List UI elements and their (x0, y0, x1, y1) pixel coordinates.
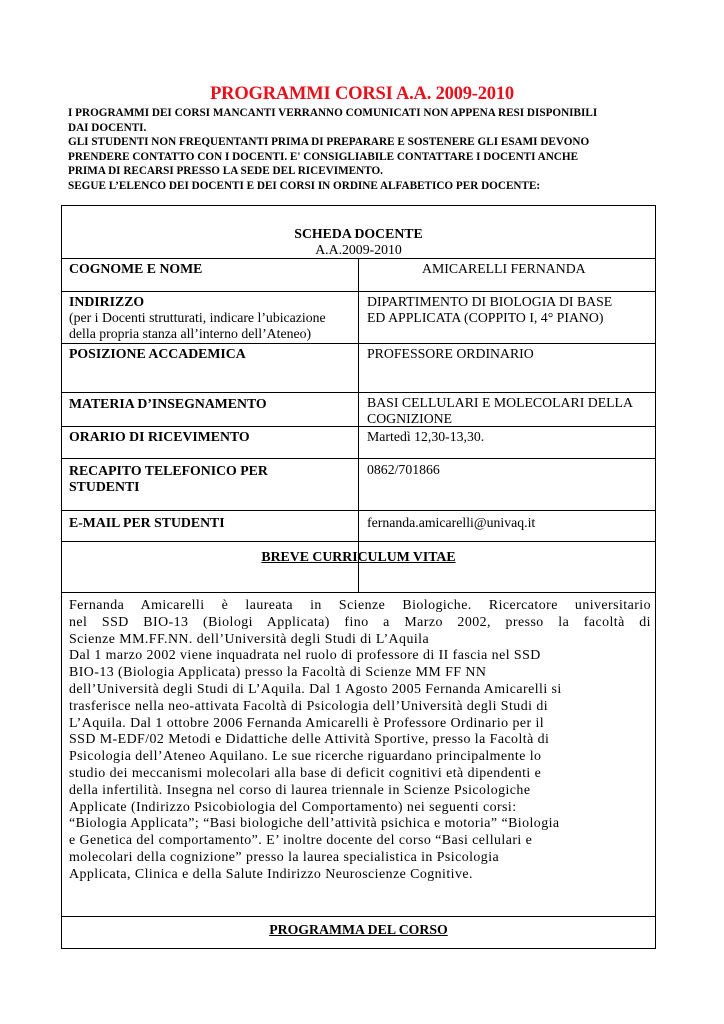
value-posizione: PROFESSORE ORDINARIO (367, 346, 534, 361)
curriculum-line: studio dei meccanismi molecolari alla base di deficit cognitivi età dipendenti e (69, 765, 542, 781)
value-materia: BASI CELLULARI E MOLECOLARI DELLA (367, 395, 633, 410)
label-telefono: RECAPITO TELEFONICO PER (69, 463, 268, 478)
programma-heading: PROGRAMMA DEL CORSO (269, 922, 448, 937)
curriculum-line: dell’Università degli Studi di L’Aquila. Dal 1 Agosto 2005 Fernanda Amicarelli si (69, 681, 562, 697)
value-orario: Martedì 12,30-13,30. (367, 429, 485, 444)
sublabel-indirizzo: della propria stanza all’interno dell’Ateneo) (69, 326, 312, 341)
curriculum-heading: BREVE CURRICULUM VITAE (261, 549, 456, 564)
row-divider (62, 916, 655, 917)
page-title: PROGRAMMI CORSI A.A. 2009-2010 (210, 84, 514, 104)
scheda-year: A.A.2009-2010 (315, 242, 402, 257)
scheda-docente-frame (61, 205, 656, 949)
column-divider (358, 258, 359, 592)
row-divider (62, 592, 655, 593)
note-line: PRENDERE CONTATTO CON I DOCENTI. E' CONSIGLIABILE CONTATTARE I DOCENTI ANCHE (68, 150, 579, 163)
curriculum-line: Applicata, Clinica e della Salute Indirizzo Neuroscienze Cognitive. (69, 866, 473, 882)
curriculum-line: molecolari della cognizione” presso la laurea specialistica in Psicologia (69, 849, 500, 865)
label-telefono: STUDENTI (69, 479, 140, 494)
curriculum-line: Scienze MM.FF.NN. dell’Università degli Studi di L’Aquila (69, 631, 430, 647)
value-email: fernanda.amicarelli@univaq.it (367, 515, 536, 530)
value-indirizzo: ED APPLICATA (COPPITO I, 4° PIANO) (367, 310, 604, 325)
label-indirizzo: INDIRIZZO (69, 294, 145, 309)
note-line: SEGUE L’ELENCO DEI DOCENTI E DEI CORSI IN ORDINE ALFABETICO PER DOCENTE: (68, 179, 541, 192)
label-email: E-MAIL PER STUDENTI (69, 515, 225, 530)
curriculum-line: Applicate (Indirizzo Psicobiologia del Comportamento) nei seguenti corsi: (69, 799, 517, 815)
label-orario: ORARIO DI RICEVIMENTO (69, 429, 250, 444)
curriculum-line: e Genetica del comportamento”. E’ inoltre docente del corso “Basi cellulari e (69, 833, 533, 849)
value-cognome-nome: AMICARELLI FERNANDA (422, 261, 586, 276)
curriculum-line: Dal 1 marzo 2002 viene inquadrata nel ruolo di professore di II fascia nel SSD (69, 648, 541, 664)
note-line: PRIMA DI RECARSI PRESSO LA SEDE DEL RICEVIMENTO. (68, 165, 383, 177)
label-posizione: POSIZIONE ACCADEMICA (69, 346, 246, 361)
curriculum-line: nel SSD BIO-13 (Biologi Applicata) fino a Marzo 2002, presso la facoltà di (69, 614, 651, 630)
curriculum-text (69, 598, 651, 884)
curriculum-line: SSD M-EDF/02 Metodi e Didattiche delle Attività Sportive, presso la Facoltà di (69, 732, 550, 748)
value-materia: COGNIZIONE (367, 411, 453, 426)
curriculum-line: della infertilità. Insegna nel corso di laurea triennale in Scienze Psicologiche (69, 782, 531, 798)
curriculum-line: Psicologia dell’Ateneo Aquilano. Le sue ricerche riguardano principalmente lo (69, 749, 542, 765)
note-line: GLI STUDENTI NON FREQUENTANTI PRIMA DI PREPARARE E SOSTENERE GLI ESAMI DEVONO (68, 136, 590, 148)
curriculum-line: “Biologia Applicata”; “Basi biologiche dell’attività psichica e motoria” “Biologia (69, 816, 560, 832)
header-notes (68, 106, 668, 193)
sublabel-indirizzo: (per i Docenti strutturati, indicare l’ubicazione (69, 310, 326, 325)
curriculum-line: Fernanda Amicarelli è laureata in Scienze Biologiche. Ricercatore universitario (69, 598, 651, 613)
value-telefono: 0862/701866 (367, 462, 440, 477)
note-line: I PROGRAMMI DEI CORSI MANCANTI VERRANNO COMUNICATI NON APPENA RESI DISPONIBILI (68, 107, 598, 119)
note-line: DAI DOCENTI. (68, 121, 147, 134)
value-indirizzo: DIPARTIMENTO DI BIOLOGIA DI BASE (367, 294, 613, 309)
label-materia: MATERIA D’INSEGNAMENTO (69, 396, 267, 411)
scheda-heading: SCHEDA DOCENTE (294, 226, 423, 241)
label-cognome-nome: COGNOME E NOME (69, 261, 203, 276)
curriculum-line: BIO-13 (Biologia Applicata) presso la Facoltà di Scienze MM FF NN (69, 665, 487, 681)
curriculum-line: L’Aquila. Dal 1 ottobre 2006 Fernanda Amicarelli è Professore Ordinario per il (69, 715, 545, 731)
curriculum-line: trasferisce nella neo-attivata Facoltà di Psicologia dell’Università degli Studi di (69, 698, 549, 714)
